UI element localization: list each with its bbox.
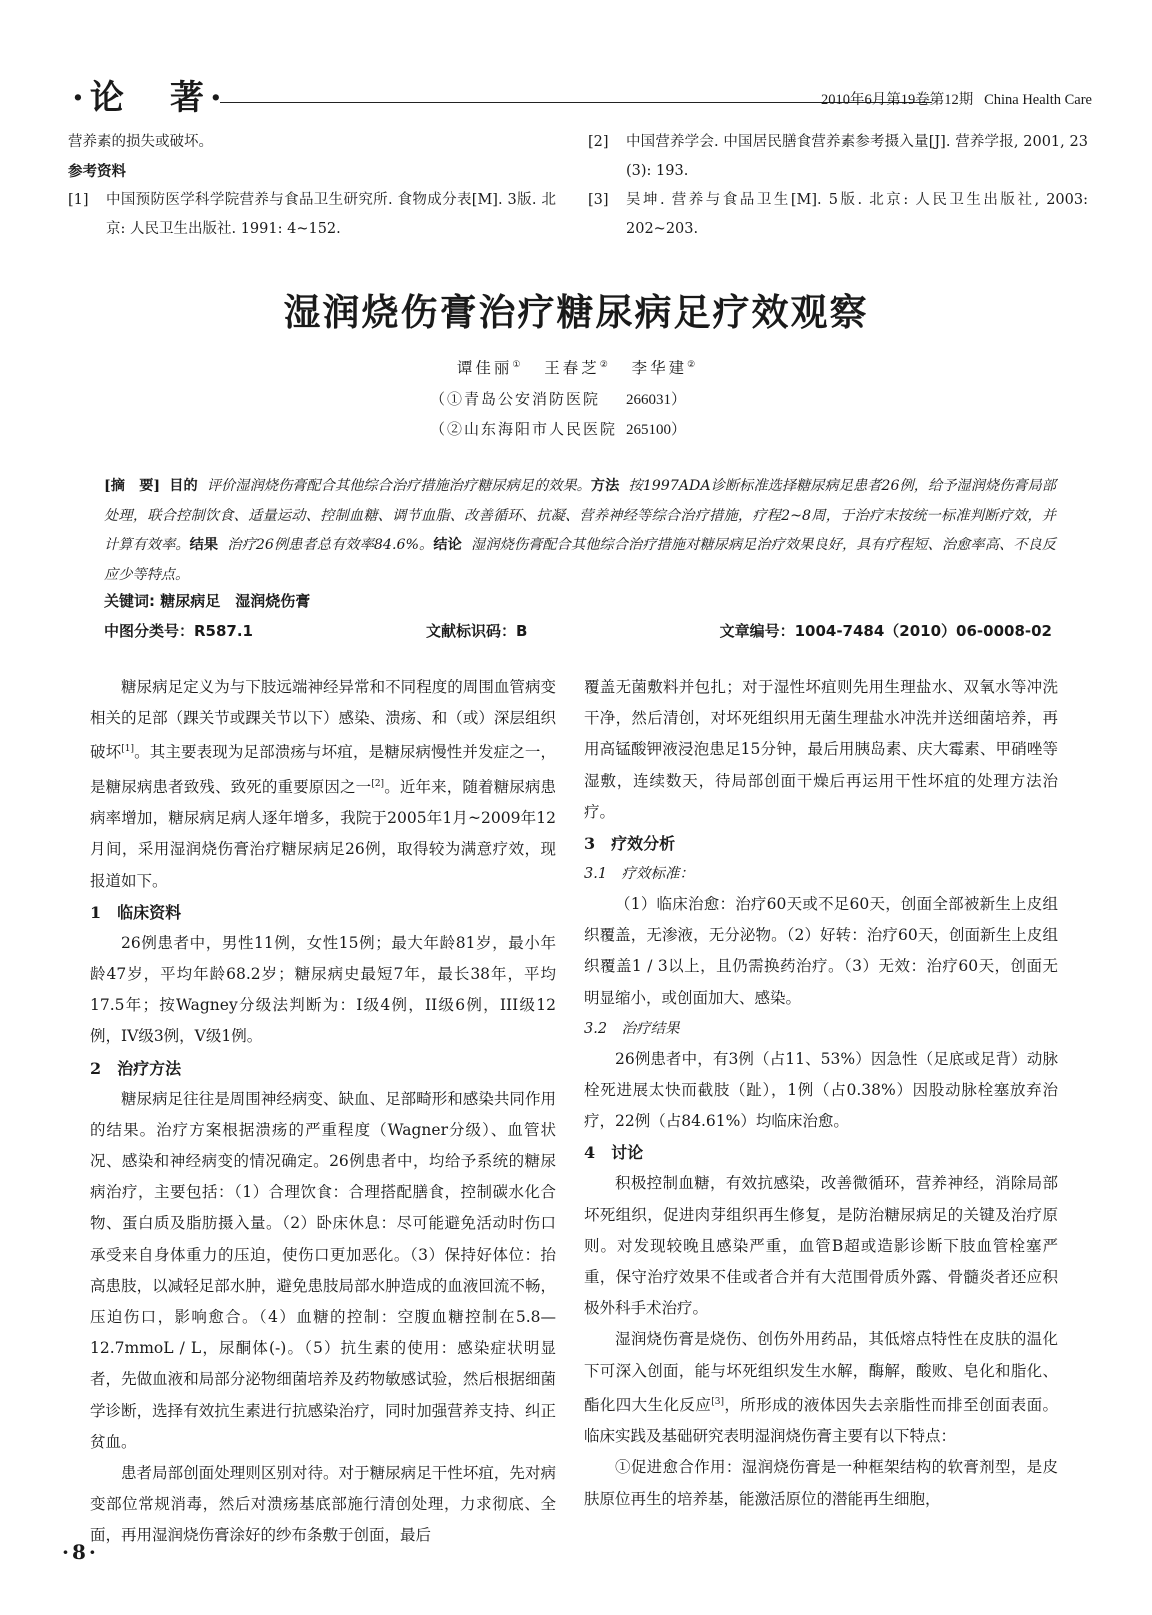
article-number: 文章编号：1004-7484（2010）06-0008-02: [719, 622, 1052, 640]
running-header: [62, 78, 1092, 118]
journal-info: [821, 88, 1092, 112]
body-left-column: [90, 672, 556, 1552]
affiliation: [430, 388, 687, 409]
author-list: [0, 356, 1152, 378]
abstract: [104, 472, 1056, 590]
author-name: 王春芝: [544, 359, 600, 377]
section-heading: 2 治疗方法: [90, 1058, 182, 1078]
section-heading: 1 临床资料: [90, 902, 182, 922]
author-name: 李华建: [631, 359, 688, 377]
author-mark: ①: [512, 359, 521, 370]
section-title: ·论 著·: [72, 78, 228, 118]
keywords-text: 糖尿病足 湿润烧伤膏: [160, 592, 311, 610]
affiliation-name: （①青岛公安消防医院: [430, 390, 601, 408]
abstract-label: [摘 要]: [104, 478, 161, 494]
prev-article-tail: 营养素的损失或破坏。: [68, 134, 213, 150]
paragraph: 糖尿病足定义为与下肢远端神经异常和不同程度的周围血管病变相关的足部（踝关节或踝关节以下）感染、溃疡、和（或）深层组织破坏[1]。其主要表现为足部溃疡与坏疽，是糖尿病慢性并发症之一，是糖尿病患者致残、致死的重要原因之一[2]。近年来，随着糖尿病患病率增加，糖尿病足病人逐年增多，我院于2005年1月~2009年12月间，采用湿润烧伤膏治疗糖尿病足26例，取得较为满意疗效，现报道如下。: [90, 678, 556, 890]
reference-item: [588, 186, 1088, 244]
refs-heading: 参考资料: [68, 163, 126, 180]
objective-label: 目的: [169, 478, 198, 494]
prev-article-right: [588, 128, 1088, 244]
paragraph: ①促进愈合作用：湿润烧伤膏是一种框架结构的软膏剂型，是皮肤原位再生的培养基，能激活原位的潜能再生细胞，: [584, 1458, 1058, 1508]
reference-text: 吴坤. 营养与食品卫生[M]. 5版. 北京: 人民卫生出版社, 2003: 202~203.: [626, 192, 1088, 237]
section-heading: 3 疗效分析: [584, 834, 676, 854]
paragraph: 湿润烧伤膏是烧伤、创伤外用药品，其低熔点特性在皮肤的温化下可深入创面，能与坏死组织发生水解，酶解，酸败、皂化和脂化、酯化四大生化反应[3]，所形成的液体因失去亲脂性而排至创面表面。临床实践及基础研究表明湿润烧伤膏主要有以下特点：: [584, 1330, 1058, 1446]
reference-item: [68, 186, 556, 244]
reference-text: 中国营养学会. 中国居民膳食营养素参考摄入量[J]. 营养学报, 2001, 23 (3): 193.: [626, 134, 1088, 179]
method-text: 按1997ADA诊断标准选择糖尿病足患者26例，给予湿润烧伤膏局部处理，联合控制饮食、适量运动、控制血糖、调节血脂、改善循环、抗凝、营养神经等综合治疗措施，疗程2~8周，于治疗末按统一标准判断疗效，并计算有效率。: [104, 478, 1056, 553]
subsection-heading: 3.2 治疗结果: [584, 1020, 680, 1037]
paragraph: 26例患者中，男性11例，女性15例；最大年龄81岁，最小年龄47岁，平均年龄68.2岁；糖尿病史最短7年，最长38年，平均17.5年；按Wagney分级法判断为：I级4例，II级6例，III级12例，IV级3例，V级1例。: [90, 933, 556, 1046]
section-heading: 4 讨论: [584, 1143, 644, 1163]
reference-item: [588, 128, 1088, 186]
objective-text: 评价湿润烧伤膏配合其他综合治疗措施治疗糖尿病足的效果。: [206, 478, 591, 494]
keywords-label: 关键词:: [104, 592, 155, 610]
article-title: 湿润烧伤膏治疗糖尿病足疗效观察: [283, 291, 869, 334]
conclusion-label: 结论: [433, 537, 462, 553]
page-number: ·8·: [62, 1540, 99, 1564]
author-name: 谭佳丽: [456, 359, 513, 377]
reference-number: [1]: [68, 192, 89, 208]
result-text: 治疗26例患者总有效率84.6%。: [227, 537, 434, 553]
clc-number: 中图分类号：R587.1: [104, 622, 253, 640]
conclusion-text: 湿润烧伤膏配合其他综合治疗措施对糖尿病足治疗效果良好，具有疗程短、治愈率高、不良反应少等特点。: [104, 537, 1056, 583]
document-code: 文献标识码：B: [426, 622, 528, 640]
paragraph: 覆盖无菌敷料并包扎；对于湿性坏疽则先用生理盐水、双氧水等冲洗干净，然后清创，对坏死组织用无菌生理盐水冲洗并送细菌培养，再用高锰酸钾液浸泡患足15分钟，最后用胰岛素、庆大霉素、甲硝唑等湿敷，连续数天，待局部创面干燥后再运用干性坏疽的处理方法治疗。: [584, 678, 1058, 821]
paragraph: 糖尿病足往往是周围神经病变、缺血、足部畸形和感染共同作用的结果。治疗方案根据溃疡的严重程度（Wagner分级）、血管状况、感染和神经病变的情况确定。26例患者中，均给予系统的糖尿病治疗，主要包括：（1）合理饮食：合理搭配膳食，控制碳水化合物、蛋白质及脂肪摄入量。（2）卧床休息：尽可能避免活动时伤口承受来自身体重力的压迫，使伤口更加恶化。（3）保持好体位：抬高患肢，以减轻足部水肿，避免患肢局部水肿造成的血液回流不畅，压迫伤口，影响愈合。（4）血糖的控制：空腹血糖控制在5.8—12.7mmoL / L，尿酮体(-)。（5）抗生素的使用：感染症状明显者，先做血液和局部分泌物细菌培养及药物敏感试验，然后根据细菌学诊断，选择有效抗生素进行抗感染治疗，同时加强营养支持、纠正贫血。: [90, 1089, 556, 1451]
subsection-heading: 3.1 疗效标准：: [584, 866, 695, 883]
paragraph: 积极控制血糖，有效抗感染，改善微循环，营养神经，消除局部坏死组织，促进肉芽组织再生修复，是防治糖尿病足的关键及治疗原则。对发现较晚且感染严重，血管B超或造影诊断下肢血管栓塞严重，保守治疗效果不佳或者合并有大范围骨质外露、骨髓炎者还应积极外科手术治疗。: [584, 1174, 1058, 1318]
reference-text: 中国预防医学科学院营养与食品卫生研究所. 食物成分表[M]. 3版. 北京: 人民卫生出版社. 1991: 4~152.: [106, 192, 556, 237]
reference-number: [2]: [588, 134, 609, 150]
paragraph: 患者局部创面处理则区别对待。对于糖尿病足干性坏疽，先对病变部位常规消毒，然后对溃疡基底部施行清创处理，力求彻底、全面，再用湿润烧伤膏涂好的纱布条敷于创面，最后: [90, 1463, 556, 1545]
paragraph: 26例患者中，有3例（占11、53%）因急性（足底或足背）动脉栓死进展太快而截肢（趾），1例（占0.38%）因股动脉栓塞放弃治疗，22例（占84.61%）均临床治愈。: [584, 1049, 1058, 1131]
citation: [1]: [121, 744, 135, 755]
author-mark: ②: [687, 359, 696, 370]
keywords: [104, 590, 310, 611]
postal-code: 266031）: [626, 392, 687, 408]
journal-issue: 2010年6月第19卷第12期: [820, 92, 974, 108]
citation: [2]: [371, 778, 385, 789]
citation: [3]: [711, 1396, 724, 1407]
journal-name: China Health Care: [984, 92, 1092, 108]
author-mark: ②: [599, 359, 608, 370]
postal-code: 265100）: [626, 422, 687, 438]
method-label: 方法: [590, 478, 620, 494]
paragraph: （1）临床治愈：治疗60天或不足60天，创面全部被新生上皮组织覆盖，无渗液，无分泌物。（2）好转：治疗60天，创面新生上皮组织覆盖1 / 3以上，且仍需换药治疗。（3）无效：治疗60天，创面无明显缩小，或创面加大、感染。: [584, 895, 1058, 1007]
affiliation-name: （②山东海阳市人民医院: [430, 420, 618, 438]
prev-article-left: [68, 128, 556, 244]
body-right-column: [584, 672, 1058, 1515]
result-label: 结果: [189, 537, 219, 553]
affiliation: [430, 418, 687, 439]
reference-number: [3]: [588, 192, 609, 208]
